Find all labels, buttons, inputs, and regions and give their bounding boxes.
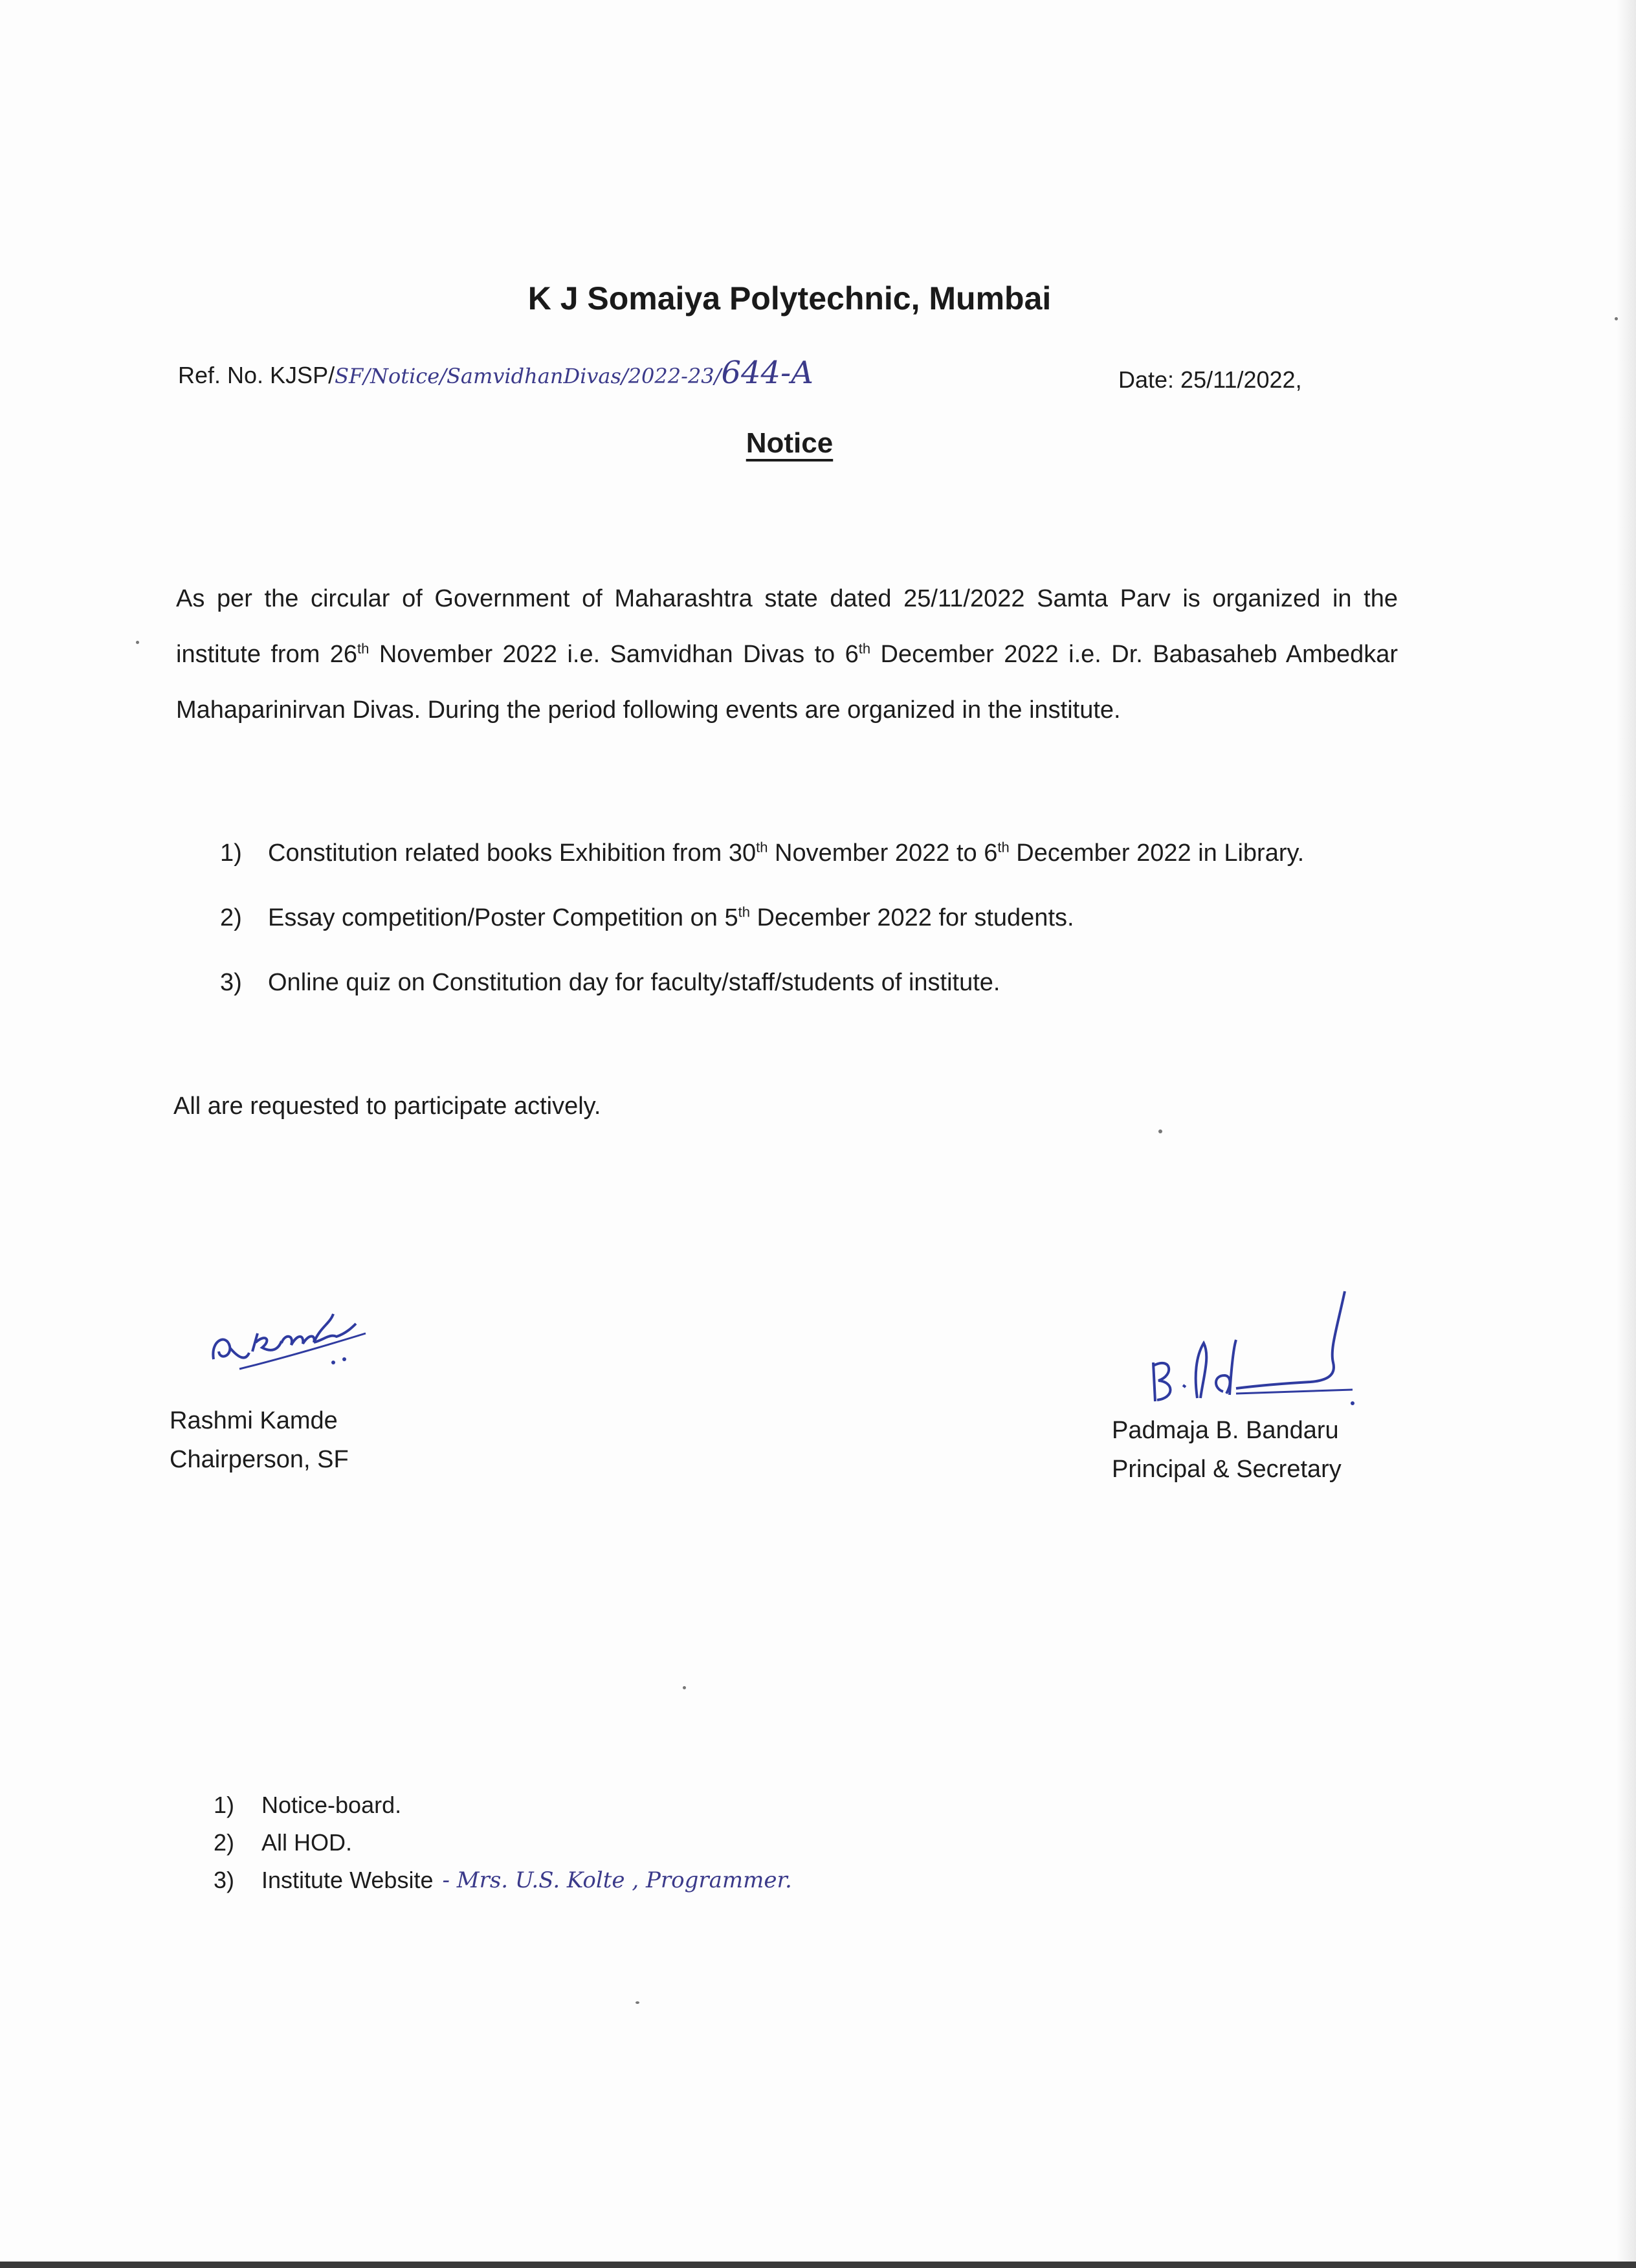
- list-item-text: All HOD.: [261, 1829, 353, 1856]
- notice-title-text: Notice: [746, 427, 834, 459]
- signatory-right-name: Padmaja B. Bandaru: [1112, 1417, 1339, 1444]
- signatory-right-title: Principal & Secretary: [1112, 1456, 1342, 1483]
- list-number: 3): [214, 1867, 235, 1893]
- list-item: [220, 825, 1401, 881]
- list-item: [214, 1824, 792, 1862]
- list-item: [214, 1862, 792, 1899]
- signatory-left-name: Rashmi Kamde: [170, 1407, 338, 1434]
- scan-speck: [1615, 317, 1618, 320]
- signatory-left: [170, 1401, 349, 1479]
- list-number: 3): [220, 969, 242, 996]
- list-number: 2): [220, 904, 242, 931]
- event-text: Constitution related books Exhibition from 30: [268, 839, 757, 867]
- list-item: [214, 1786, 792, 1824]
- body-paragraph: [176, 571, 1398, 738]
- list-item-text: Notice-board.: [261, 1792, 402, 1818]
- date-mark: ,: [1295, 366, 1302, 393]
- list-item-text: [268, 825, 1401, 881]
- distribution-list: [214, 1786, 792, 1899]
- list-item: [220, 955, 1401, 1010]
- body-text: November 2022 i.e. Samvidhan Divas to 6: [369, 641, 859, 668]
- signature-left: [201, 1288, 382, 1379]
- signatory-right: [1112, 1411, 1342, 1489]
- events-list: [220, 825, 1401, 1019]
- institute-name: K J Somaiya Polytechnic, Mumbai: [527, 280, 1052, 317]
- list-number: 2): [214, 1829, 235, 1856]
- signature-right: [1139, 1278, 1372, 1408]
- list-number: 1): [214, 1792, 235, 1818]
- ordinal-suffix: th: [858, 640, 871, 657]
- body-text: As per the circular of Government of Maharashtra state dated 25/11/2022 Samta Parv is organized in the institute from 26: [176, 585, 1398, 668]
- ordinal-suffix: th: [997, 839, 1010, 856]
- date-text: Date: 25/11/2022: [1118, 366, 1296, 393]
- notice-date: [1118, 366, 1302, 394]
- reference-handwritten-number: 644-A: [721, 355, 813, 391]
- notice-title: [0, 427, 1579, 460]
- event-text: Essay competition/Poster Competition on 5: [268, 904, 738, 931]
- scan-bottom-edge: [0, 2262, 1636, 2268]
- reference-printed: Ref. No. KJSP/: [178, 362, 335, 388]
- list-item-text: [268, 890, 1401, 946]
- event-text: December 2022 in Library.: [1009, 839, 1305, 867]
- event-text: November 2022 to 6: [768, 839, 998, 867]
- scan-speck: [136, 641, 139, 644]
- ordinal-suffix: th: [738, 904, 750, 920]
- ordinal-suffix: th: [756, 839, 768, 856]
- event-text: December 2022 for students.: [749, 904, 1074, 931]
- closing-line: All are requested to participate actively.: [173, 1093, 601, 1120]
- list-item-text: [268, 955, 1401, 1010]
- scan-shadow: [1617, 0, 1636, 2268]
- event-text: Online quiz on Constitution day for faculty/staff/students of institute.: [268, 969, 1000, 996]
- reference-handwritten: SF/Notice/SamvidhanDivas/2022-23/: [335, 364, 722, 388]
- handwritten-note: - Mrs. U.S. Kolte , Programmer.: [442, 1867, 792, 1893]
- list-item: [220, 890, 1401, 946]
- reference-number: [178, 355, 813, 391]
- ordinal-suffix: th: [357, 640, 370, 657]
- list-number: 1): [220, 839, 242, 867]
- scan-speck: [1158, 1129, 1162, 1133]
- signatory-left-title: Chairperson, SF: [170, 1446, 349, 1473]
- scan-speck: [636, 2001, 639, 2004]
- body-text: December 2022 i.e. Dr. Babasaheb Ambedkar Mahaparinirvan Divas. During the period following events are organized in the institute.: [176, 641, 1398, 724]
- scan-speck: [683, 1686, 686, 1689]
- list-item-text: Institute Website: [261, 1867, 434, 1893]
